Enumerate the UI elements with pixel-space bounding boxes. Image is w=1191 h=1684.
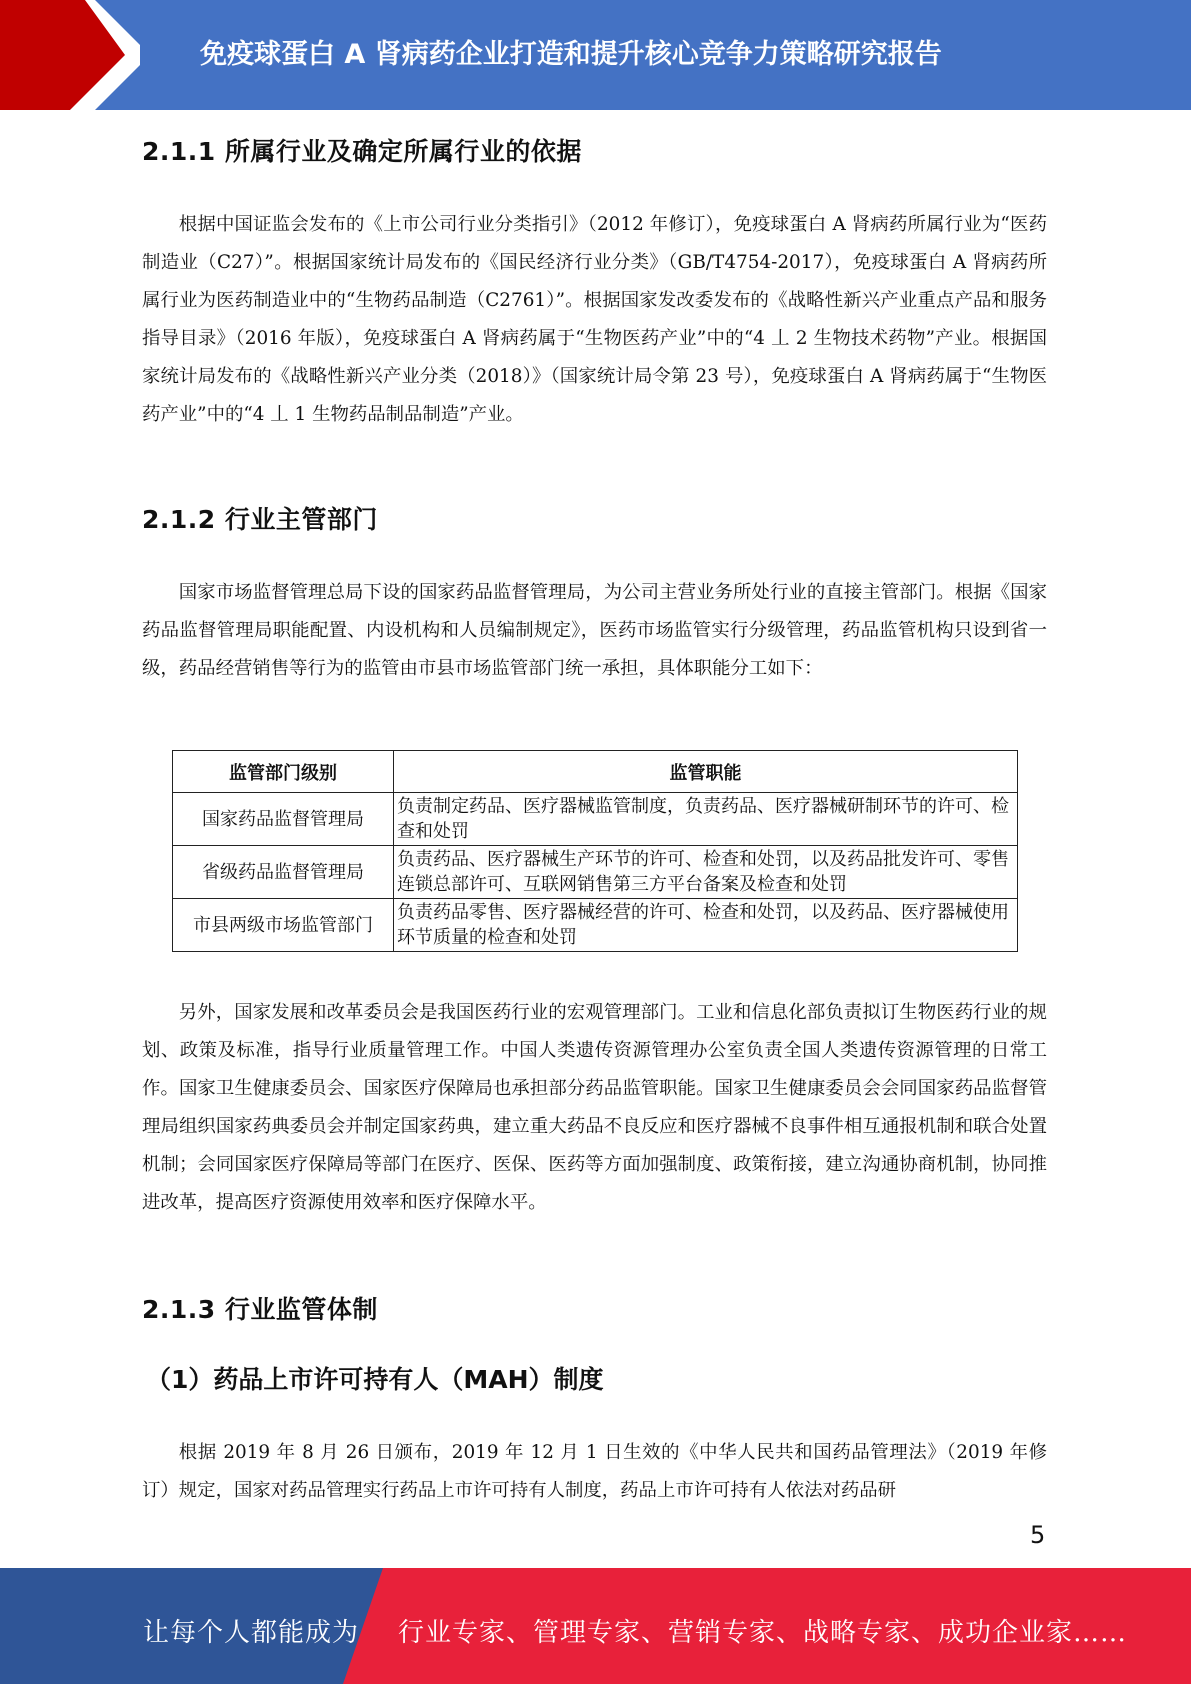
footer-slogan-left: 让每个人都能成为	[143, 1618, 360, 1648]
table-row	[173, 793, 1018, 846]
section-heading-2-1-1: 2.1.1 所属行业及确定所属行业的依据	[142, 137, 582, 166]
table-header-row	[173, 751, 1018, 793]
table-header-level: 监管部门级别	[173, 751, 394, 793]
table-row	[173, 846, 1018, 899]
table-cell-level: 省级药品监督管理局	[173, 846, 394, 899]
page-footer	[0, 1568, 1191, 1684]
report-title: 免疫球蛋白 A 肾病药企业打造和提升核心竞争力策略研究报告	[200, 39, 942, 70]
footer-slogan-right: 行业专家、管理专家、营销专家、战略专家、成功企业家……	[398, 1618, 1128, 1648]
section-heading-2-1-2: 2.1.2 行业主管部门	[142, 505, 378, 534]
table-cell-duty: 负责制定药品、医疗器械监管制度，负责药品、医疗器械研制环节的许可、检查和处罚	[394, 793, 1018, 846]
regulatory-duties-table	[172, 750, 1018, 952]
section-2-1-1-paragraph: 根据中国证监会发布的《上市公司行业分类指引》（2012 年修订），免疫球蛋白 A 肾病药所属行业为“医药制造业（C27）”。根据国家统计局发布的《国民经济行业分类》（GB/T4754-2017），免疫球蛋白 A 肾病药所属行业为医药制造业中的“生物药品制造（C2761）”。根据国家发改委发布的《战略性新兴产业重点产品和服务指导目录》（2016 年版），免疫球蛋白 A 肾病药属于“生物医药产业”中的“4 丄 2 生物技术药物”产业。根据国家统计局发布的《战略性新兴产业分类（2018）》（国家统计局令第 23 号），免疫球蛋白 A 肾病药属于“生物医药产业”中的“4 丄 1 生物药品制品制造”产业。	[142, 214, 1047, 425]
table-header-duty: 监管职能	[394, 751, 1018, 793]
section-heading-2-1-3: 2.1.3 行业监管体制	[142, 1295, 378, 1324]
table-cell-duty: 负责药品、医疗器械生产环节的许可、检查和处罚，以及药品批发许可、零售连锁总部许可、互联网销售第三方平台备案及检查和处罚	[394, 846, 1018, 899]
section-2-1-2-paragraph: 国家市场监督管理总局下设的国家药品监督管理局，为公司主营业务所处行业的直接主管部门。根据《国家药品监督管理局职能配置、内设机构和人员编制规定》，医药市场监管实行分级管理，药品监管机构只设到省一级，药品经营销售等行为的监管由市县市场监管部门统一承担，具体职能分工如下：	[142, 582, 1047, 679]
subheading-mah: （1）药品上市许可持有人（MAH）制度	[146, 1365, 604, 1394]
table-row	[173, 899, 1018, 952]
section-2-1-2-paragraph-2: 另外，国家发展和改革委员会是我国医药行业的宏观管理部门。工业和信息化部负责拟订生物医药行业的规划、政策及标准，指导行业质量管理工作。中国人类遗传资源管理办公室负责全国人类遗传资源管理的日常工作。国家卫生健康委员会、国家医疗保障局也承担部分药品监管职能。国家卫生健康委员会会同国家药品监督管理局组织国家药典委员会并制定国家药典，建立重大药品不良反应和医疗器械不良事件相互通报机制和联合处置机制；会同国家医疗保障局等部门在医疗、医保、医药等方面加强制度、政策衔接，建立沟通协商机制，协同推进改革，提高医疗资源使用效率和医疗保障水平。	[142, 1002, 1047, 1213]
header-arrow-decoration	[0, 0, 140, 110]
page-number: 5	[1030, 1521, 1046, 1549]
section-2-1-3-paragraph: 根据 2019 年 8 月 26 日颁布，2019 年 12 月 1 日生效的《中华人民共和国药品管理法》（2019 年修订）规定，国家对药品管理实行药品上市许可持有人制度，药品上市许可持有人依法对药品研	[142, 1442, 1047, 1501]
page-header	[0, 0, 1191, 110]
table-cell-level: 国家药品监督管理局	[173, 793, 394, 846]
table-cell-duty: 负责药品零售、医疗器械经营的许可、检查和处罚，以及药品、医疗器械使用环节质量的检查和处罚	[394, 899, 1018, 952]
table-cell-level: 市县两级市场监管部门	[173, 899, 394, 952]
